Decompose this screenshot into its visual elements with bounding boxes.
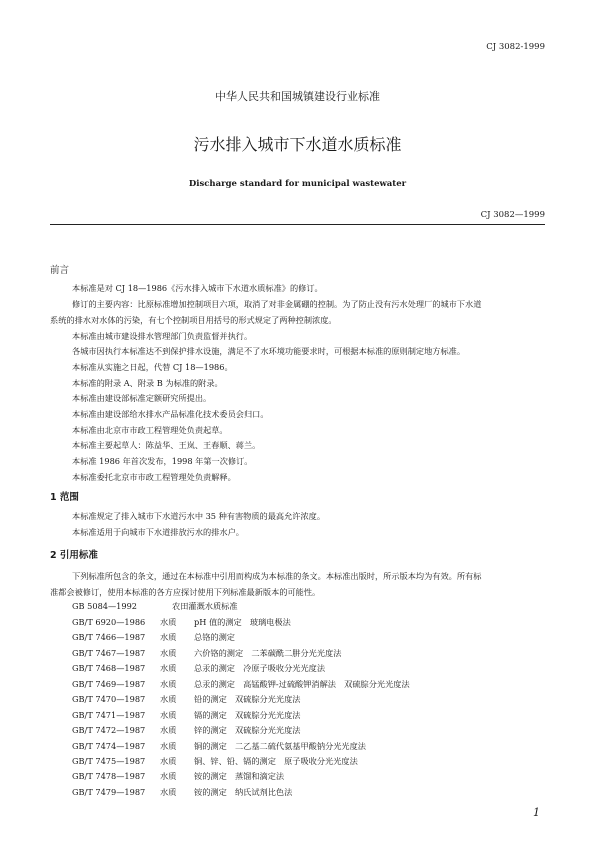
reference-title: pH 值的测定 玻璃电极法 — [194, 617, 291, 627]
reference-title: 锌的测定 双硫腙分光光度法 — [194, 725, 301, 735]
reference-category: 水质 — [160, 710, 177, 720]
reference-category: 水质 — [160, 679, 177, 689]
reference-code: GB/T 7475—1987 — [72, 756, 146, 766]
reference-code: GB 5084—1992 — [72, 601, 138, 611]
foreword-paragraph: 修订的主要内容：比原标准增加控制项目六项，取消了对非金属硼的控制。为了防止没有污水处理厂的城市下水道 — [72, 299, 482, 309]
reference-category: 水质 — [160, 694, 177, 704]
reference-title: 铜、锌、铅、镉的测定 原子吸收分光光度法 — [194, 756, 358, 766]
reference-title: 铅的测定 双硫腙分光光度法 — [194, 694, 301, 704]
section-2-heading: 2 引用标准 — [50, 550, 98, 561]
section-2-intro: 准都会被修订，使用本标准的各方应探讨使用下列标准最新版本的可能性。 — [50, 587, 321, 597]
section-1-heading: 1 范围 — [50, 492, 79, 503]
reference-category: 水质 — [160, 663, 177, 673]
reference-title: 镉的测定 双硫腙分光光度法 — [194, 710, 301, 720]
foreword-paragraph: 各城市因执行本标准达不到保护排水设施，满足不了水环境功能要求时，可根据本标准的原则制定地方标准。 — [72, 346, 466, 356]
issuing-organization: 中华人民共和国城镇建设行业标准 — [215, 90, 380, 103]
section-1-paragraph: 本标准适用于向城市下水道排放污水的排水户。 — [72, 527, 244, 537]
standard-code-rule: CJ 3082—1999 — [480, 210, 545, 220]
reference-category: 水质 — [160, 632, 177, 642]
foreword-paragraph: 本标准 1986 年首次发布，1998 年第一次修订。 — [72, 456, 253, 466]
section-2-intro: 下列标准所包含的条文，通过在本标准中引用而构成为本标准的条文。本标准出版时，所示版本均为有效。所有标 — [72, 571, 482, 581]
foreword-paragraph: 本标准从实施之日起，代替 CJ 18—1986。 — [72, 362, 233, 372]
reference-code: GB/T 7471—1987 — [72, 710, 146, 720]
reference-title: 铜的测定 二乙基二硫代氨基甲酸钠分光光度法 — [194, 741, 366, 751]
reference-title: 总汞的测定 冷原子吸收分光光度法 — [194, 663, 326, 673]
reference-code: GB/T 7478—1987 — [72, 771, 146, 781]
reference-code: GB/T 7470—1987 — [72, 694, 146, 704]
document-title-english: Discharge standard for municipal wastewater — [188, 179, 407, 189]
reference-category: 水质 — [160, 787, 177, 797]
reference-title: 六价铬的测定 二苯碳酰二肼分光光度法 — [194, 648, 342, 658]
reference-category: 水质 — [160, 725, 177, 735]
standard-code-top: CJ 3082-1999 — [486, 42, 545, 52]
reference-title: 铵的测定 纳氏试剂比色法 — [194, 787, 293, 797]
foreword-paragraph: 本标准由城市建设排水管理部门负责监督并执行。 — [72, 331, 253, 341]
foreword-paragraph: 本标准主要起草人：陈益华、王岚、王春顺、蒋兰。 — [72, 440, 261, 450]
reference-code: GB/T 7469—1987 — [72, 679, 146, 689]
section-1-paragraph: 本标准规定了排入城市下水道污水中 35 种有害物质的最高允许浓度。 — [72, 511, 326, 521]
foreword-paragraph: 本标准由北京市市政工程管理处负责起草。 — [72, 425, 228, 435]
foreword-paragraph: 本标准由建设部给水排水产品标准化技术委员会归口。 — [72, 409, 269, 419]
reference-code: GB/T 7468—1987 — [72, 663, 146, 673]
reference-code: GB/T 7479—1987 — [72, 787, 146, 797]
header-divider — [50, 224, 545, 225]
foreword-paragraph: 本标准由建设部标准定额研究所提出。 — [72, 393, 212, 403]
foreword-paragraph: 本标准委托北京市市政工程管理处负责解释。 — [72, 472, 236, 482]
reference-title: 总铬的测定 — [194, 632, 235, 642]
page-number: 1 — [533, 806, 540, 819]
reference-code: GB/T 7474—1987 — [72, 741, 146, 751]
reference-category: 水质 — [160, 771, 177, 781]
foreword-paragraph: 系统的排水对水体的污染，有七个控制项目用括号的形式规定了两种控制浓度。 — [50, 315, 337, 325]
reference-code: GB/T 7472—1987 — [72, 725, 146, 735]
reference-category: 水质 — [160, 648, 177, 658]
foreword-heading: 前言 — [50, 265, 70, 276]
reference-code: GB/T 7467—1987 — [72, 648, 146, 658]
foreword-paragraph: 本标准的附录 A、附录 B 为标准的附录。 — [72, 378, 223, 388]
reference-title: 总汞的测定 高锰酸钾-过硫酸钾消解法 双硫腙分光光度法 — [194, 679, 410, 689]
reference-category: 水质 — [160, 756, 177, 766]
reference-code: GB/T 6920—1986 — [72, 617, 146, 627]
reference-category: 水质 — [160, 617, 177, 627]
reference-title: 铵的测定 蒸馏和滴定法 — [194, 771, 285, 781]
foreword-paragraph: 本标准是对 CJ 18—1986《污水排入城市下水道水质标准》的修订。 — [72, 283, 323, 293]
reference-category: 水质 — [160, 741, 177, 751]
reference-code: GB/T 7466—1987 — [72, 632, 146, 642]
document-title-chinese: 污水排入城市下水道水质标准 — [193, 135, 402, 154]
reference-title: 农田灌溉水质标准 — [172, 601, 238, 611]
